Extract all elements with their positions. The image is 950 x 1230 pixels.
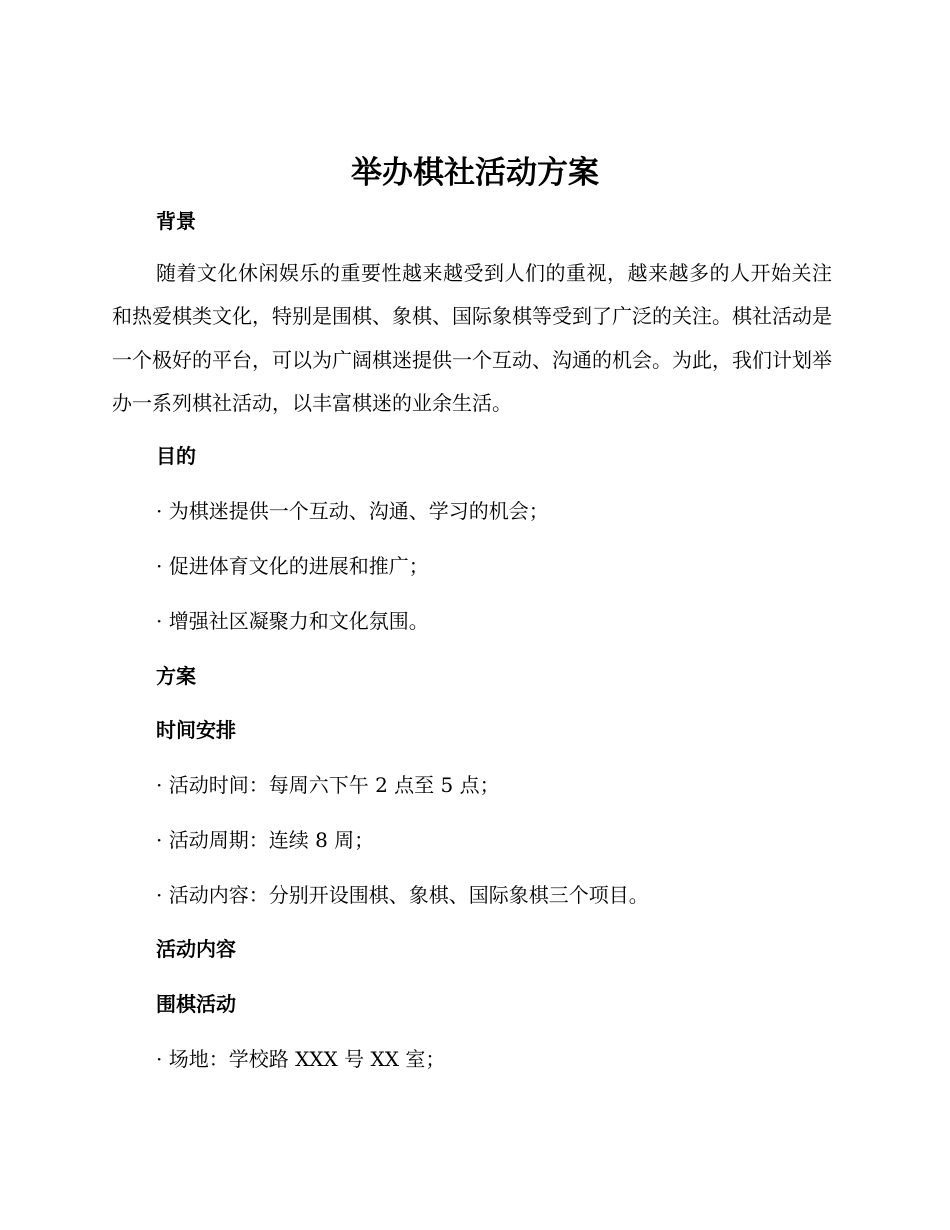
- schedule-item: · 活动内容：分别开设围棋、象棋、国际象棋三个项目。: [156, 883, 649, 907]
- schedule-item: · 活动周期：连续 8 周；: [156, 828, 375, 852]
- section-heading-schedule: 时间安排: [156, 718, 236, 742]
- purpose-item: · 为棋迷提供一个互动、沟通、学习的机会；: [156, 499, 549, 523]
- go-item: · 场地：学校路 XXX 号 XX 室；: [156, 1047, 446, 1071]
- section-heading-go: 围棋活动: [156, 992, 236, 1016]
- document-title: 举办棋社活动方案: [351, 155, 599, 191]
- schedule-item: · 活动时间：每周六下午 2 点至 5 点；: [156, 773, 500, 797]
- background-paragraph: 随着文化休闲娱乐的重要性越来越受到人们的重视，越来越多的人开始关注和热爱棋类文化，特别是围棋、象棋、国际象棋等受到了广泛的关注。棋社活动是一个极好的平台，可以为广阔棋迷提供一个互动、沟通的机会。为此，我们计划举办一系列棋社活动，以丰富棋迷的业余生活。: [112, 261, 832, 415]
- purpose-item: · 促进体育文化的进展和推广；: [156, 554, 429, 578]
- section-heading-background: 背景: [156, 209, 196, 233]
- purpose-item: · 增强社区凝聚力和文化氛围。: [156, 609, 429, 633]
- section-heading-content: 活动内容: [156, 937, 236, 961]
- section-heading-plan: 方案: [156, 664, 196, 688]
- section-heading-purpose: 目的: [156, 444, 196, 468]
